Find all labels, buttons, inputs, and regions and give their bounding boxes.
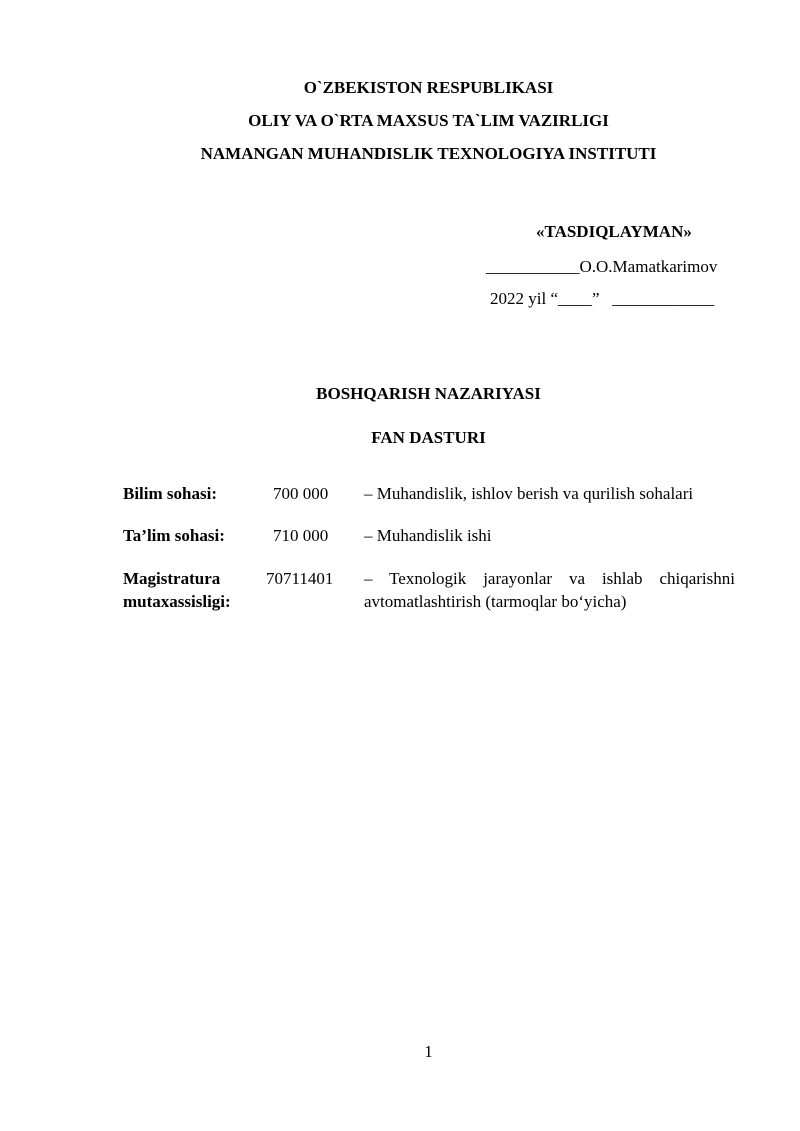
info-code: 70711401	[266, 569, 334, 588]
info-row-education-area	[123, 524, 735, 548]
ministry-name-heading: OLIY VA O`RTA MAXSUS TA`LIM VAZIRLIGI	[248, 111, 609, 130]
info-description: – Muhandislik ishi	[364, 526, 492, 545]
document-type-title: FAN DASTURI	[371, 428, 486, 447]
approval-date-line: 2022 yil “____” ____________	[490, 289, 715, 308]
info-row-specialty	[123, 567, 735, 615]
info-code: 710 000	[273, 526, 329, 545]
info-description: – Texnologik jarayonlar va ishlab chiqarishni avtomatlashtirish (tarmoqlar bo‘yicha)	[364, 569, 735, 611]
info-description: – Muhandislik, ishlov berish va qurilish sohalari	[364, 484, 694, 503]
info-label	[123, 567, 231, 613]
info-label-line2: mutaxassisligi:	[123, 592, 231, 611]
info-code: 700 000	[273, 484, 329, 503]
page-number: 1	[424, 1042, 433, 1061]
info-label: Bilim sohasi:	[123, 484, 217, 503]
subject-title: BOSHQARISH NAZARIYASI	[316, 384, 541, 403]
approval-title: «TASDIQLAYMAN»	[536, 222, 692, 241]
info-label-line1: Magistratura	[123, 569, 221, 588]
approval-signature-line: ___________O.O.Mamatkarimov	[486, 257, 718, 276]
institute-name-heading: NAMANGAN MUHANDISLIK TEXNOLOGIYA INSTITUTI	[200, 144, 657, 163]
ministry-country-heading: O`ZBEKISTON RESPUBLIKASI	[303, 78, 554, 97]
info-label: Ta’lim sohasi:	[123, 526, 225, 545]
info-row-knowledge-area	[123, 482, 735, 506]
